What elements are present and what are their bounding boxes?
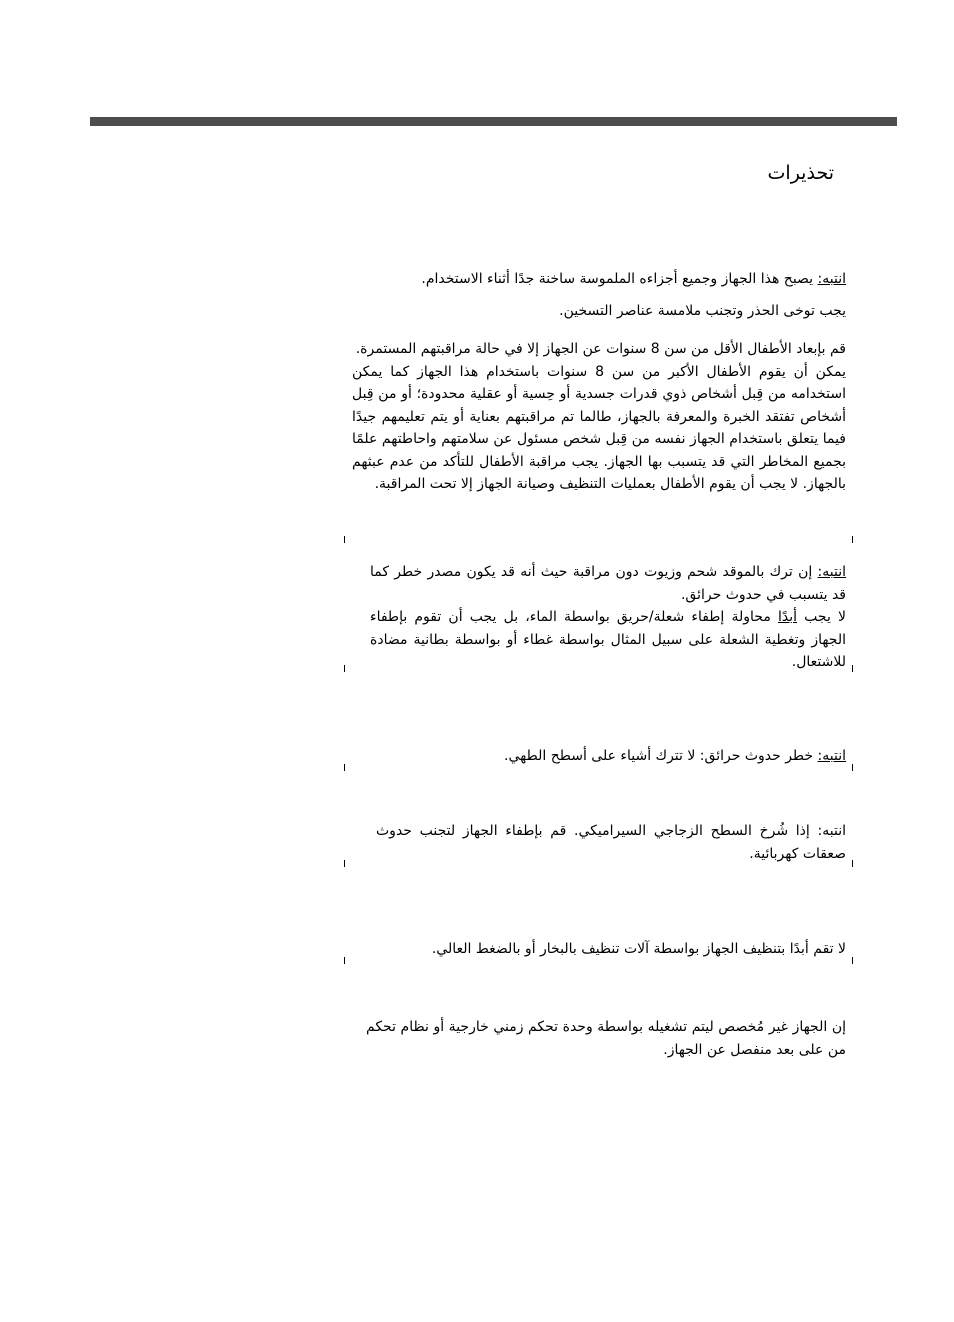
warning-text: لا تقم أبدًا بتنظيف الجهاز بواسطة آلات تنظيف بالبخار أو بالضغط العالي. [431, 941, 846, 957]
warning-steam-cleaning [376, 938, 846, 961]
warning-label: انتبه: [817, 271, 846, 287]
page-title: تحذيرات [767, 162, 834, 184]
warning-children [352, 338, 846, 496]
margin-tick [852, 764, 853, 771]
warning-label: انتبه: [817, 748, 846, 764]
margin-tick [344, 764, 345, 771]
margin-tick [344, 860, 345, 867]
warning-label: انتبه: [817, 564, 846, 580]
margin-tick [344, 957, 345, 964]
paragraph-children-under-8: قم بإبعاد الأطفال الأقل من سن 8 سنوات عن الجهاز إلا في حالة مراقبتهم المستمرة. [355, 341, 846, 357]
margin-tick [852, 536, 853, 543]
warning-grease-fire: انتبه: إن ترك بالموقد شحم وزيوت دون مراقبة حيث أنه قد يكون مصدر خطر كما قد يتسبب في حدوث حرائق. لا يجب أبدًا محاولة إطفاء شعلة/حريق بواسطة الماء، بل يجب أن تقوم بإطفاء الجهاز وتغطية الشعلة على سبيل المثال بواسطة غطاء أو بواسطة بطانية مضادة للاشتعال. [370, 564, 846, 670]
warning-cracked-surface [376, 820, 846, 865]
header-rule [90, 117, 897, 126]
margin-tick [852, 860, 853, 867]
margin-tick [344, 536, 345, 543]
warning-text: انتبه: إذا شُرخ السطح الزجاجي السيراميكي. قم بإطفاء الجهاز لتجنب حدوث صعقات كهربائية. [376, 823, 846, 862]
warning-text: يجب توخى الحذر وتجنب ملامسة عناصر التسخين. [559, 302, 846, 319]
margin-tick [344, 665, 345, 672]
warning-external-timer [366, 1016, 846, 1061]
warning-text: إن الجهاز غير مُخصص ليتم تشغيله بواسطة وحدة تحكم زمني خارجية أو نظام تحكم من على بعد منفصل عن الجهاز. [366, 1019, 846, 1058]
paragraph-children-over-8: يمكن أن يقوم الأطفال الأكبر من سن 8 سنوات باستخدام هذا الجهاز كما يمكن استخدامه من قِبل أشخاص ذوي قدرات جسدية أو حِسية أو عقلية محدودة؛ أو من قِبل أشخاص تفتقد الخبرة والمعرفة بالجهاز، طالما تم مراقبتهم بعناية أو يتم تعليمهم جيدًا فيما يتعلق باستخدام الجهاز نفسه من قِبل شخص مسئول عن سلامتهم واحاطتهم علمًا بجميع المخاطر التي قد يتسبب بها الجهاز. يجب مراقبة الأطفال للتأكد من عدم عبثهم بالجهاز. لا يجب أن يقوم الأطفال بعمليات التنظيف وصيانة الجهاز إلا تحت المراقبة. [352, 363, 846, 492]
margin-tick [852, 957, 853, 964]
warning-fire-risk: انتبه: خطر حدوث حرائق: لا تترك أشياء على أسطح الطهي. [504, 748, 846, 764]
margin-tick [852, 665, 853, 672]
warning-hot-surfaces: انتبه: يصبح هذا الجهاز وجميع أجزاءه الملموسة ساخنة جدًا أثناء الاستخدام. يجب توخى الحذر وتجنب ملامسة عناصر التسخين. [376, 268, 846, 322]
